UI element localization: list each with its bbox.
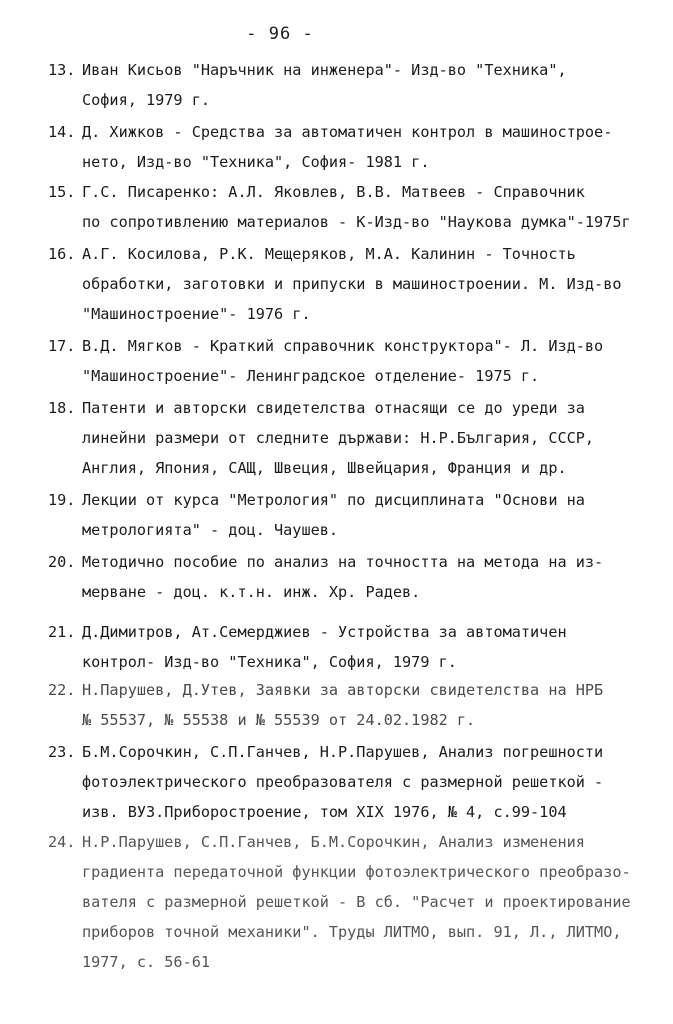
reference-line: обработки, заготовки и припуски в машиностроении. М. Изд-во <box>82 275 622 293</box>
reference-line: Методично пособие по анализ на точността на метода на из- <box>82 553 604 571</box>
reference-line: 1977, с. 56-61 <box>82 953 211 971</box>
reference-line: изв. ВУЗ.Приборостроение, том XIX 1976, № 4, с.99-104 <box>82 803 567 821</box>
reference-line: по сопротивлению материалов - К-Изд-во "Наукова думка"-1975г <box>82 213 631 231</box>
reference-number: 13. <box>48 61 76 79</box>
reference-line: вателя с размерной решеткой - В сб. "Расчет и проектирование <box>82 893 631 911</box>
reference-line: Д. Хижков - Средства за автоматичен контрол в машинострое- <box>82 123 613 141</box>
reference-line: София, 1979 г. <box>82 91 211 109</box>
reference-number: 14. <box>48 123 76 141</box>
reference-line: метрологията" - доц. Чаушев. <box>82 521 339 539</box>
reference-item-18 <box>48 393 658 483</box>
reference-line: Г.С. Писаренко: А.Л. Яковлев, В.В. Матвеев - Справочник <box>82 183 585 201</box>
reference-line: Лекции от курса "Метрология" по дисциплината "Основи на <box>82 491 585 509</box>
reference-line: линейни размери от следните държави: Н.Р.България, СССР, <box>82 429 595 447</box>
reference-line: Англия, Япония, САЩ, Швеция, Швейцария, Франция и др. <box>82 459 567 477</box>
reference-line: "Машиностроение"- Ленинградское отделение- 1975 г. <box>82 367 540 385</box>
reference-item-14 <box>48 117 658 177</box>
reference-line: Иван Кисьов "Наръчник на инженера"- Изд-во "Техника", <box>82 61 567 79</box>
reference-item-24 <box>48 827 658 977</box>
reference-number: 21. <box>48 623 76 641</box>
reference-line: Н.Парушев, Д.Утев, Заявки за авторски свидетелства на НРБ <box>82 681 604 699</box>
reference-line: Д.Димитров, Ат.Семерджиев - Устройства за автоматичен <box>82 623 567 641</box>
reference-item-19 <box>48 485 658 545</box>
reference-number: 18. <box>48 399 76 417</box>
reference-item-21 <box>48 617 658 677</box>
reference-line: Патенти и авторски свидетелства отнасящи се до уреди за <box>82 399 585 417</box>
reference-number: 17. <box>48 337 76 355</box>
reference-line: В.Д. Мягков - Краткий справочник конструктора"- Л. Изд-во <box>82 337 604 355</box>
page-number: - 96 - <box>246 24 314 44</box>
reference-number: 19. <box>48 491 76 509</box>
reference-line: мерване - доц. к.т.н. инж. Хр. Радев. <box>82 583 421 601</box>
reference-number: 22. <box>48 681 76 699</box>
reference-item-20 <box>48 547 658 607</box>
reference-item-22 <box>48 675 658 735</box>
reference-line: приборов точной механики". Труды ЛИТМО, вып. 91, Л., ЛИТМО, <box>82 923 622 941</box>
reference-number: 16. <box>48 245 76 263</box>
reference-line: № 55537, № 55538 и № 55539 от 24.02.1982 г. <box>82 711 476 729</box>
reference-line: А.Г. Косилова, Р.К. Мещеряков, М.А. Калинин - Точность <box>82 245 576 263</box>
reference-item-16 <box>48 239 658 329</box>
reference-number: 20. <box>48 553 76 571</box>
reference-line: фотоэлектрического преобразователя с размерной решеткой - <box>82 773 604 791</box>
reference-line: "Машиностроение"- 1976 г. <box>82 305 311 323</box>
reference-number: 23. <box>48 743 76 761</box>
reference-item-23 <box>48 737 658 827</box>
reference-line: Б.М.Сорочкин, С.П.Ганчев, Н.Р.Парушев, Анализ погрешности <box>82 743 604 761</box>
reference-item-17 <box>48 331 658 391</box>
reference-line: градиента передаточной функции фотоэлектрического преобразо- <box>82 863 631 881</box>
reference-number: 15. <box>48 183 76 201</box>
reference-number: 24. <box>48 833 76 851</box>
reference-line: контрол- Изд-во "Техника", София, 1979 г. <box>82 653 457 671</box>
reference-line: нето, Изд-во "Техника", София- 1981 г. <box>82 153 430 171</box>
reference-line: Н.Р.Парушев, С.П.Ганчев, Б.М.Сорочкин, Анализ изменения <box>82 833 585 851</box>
reference-item-13 <box>48 55 658 115</box>
reference-item-15 <box>48 177 658 237</box>
